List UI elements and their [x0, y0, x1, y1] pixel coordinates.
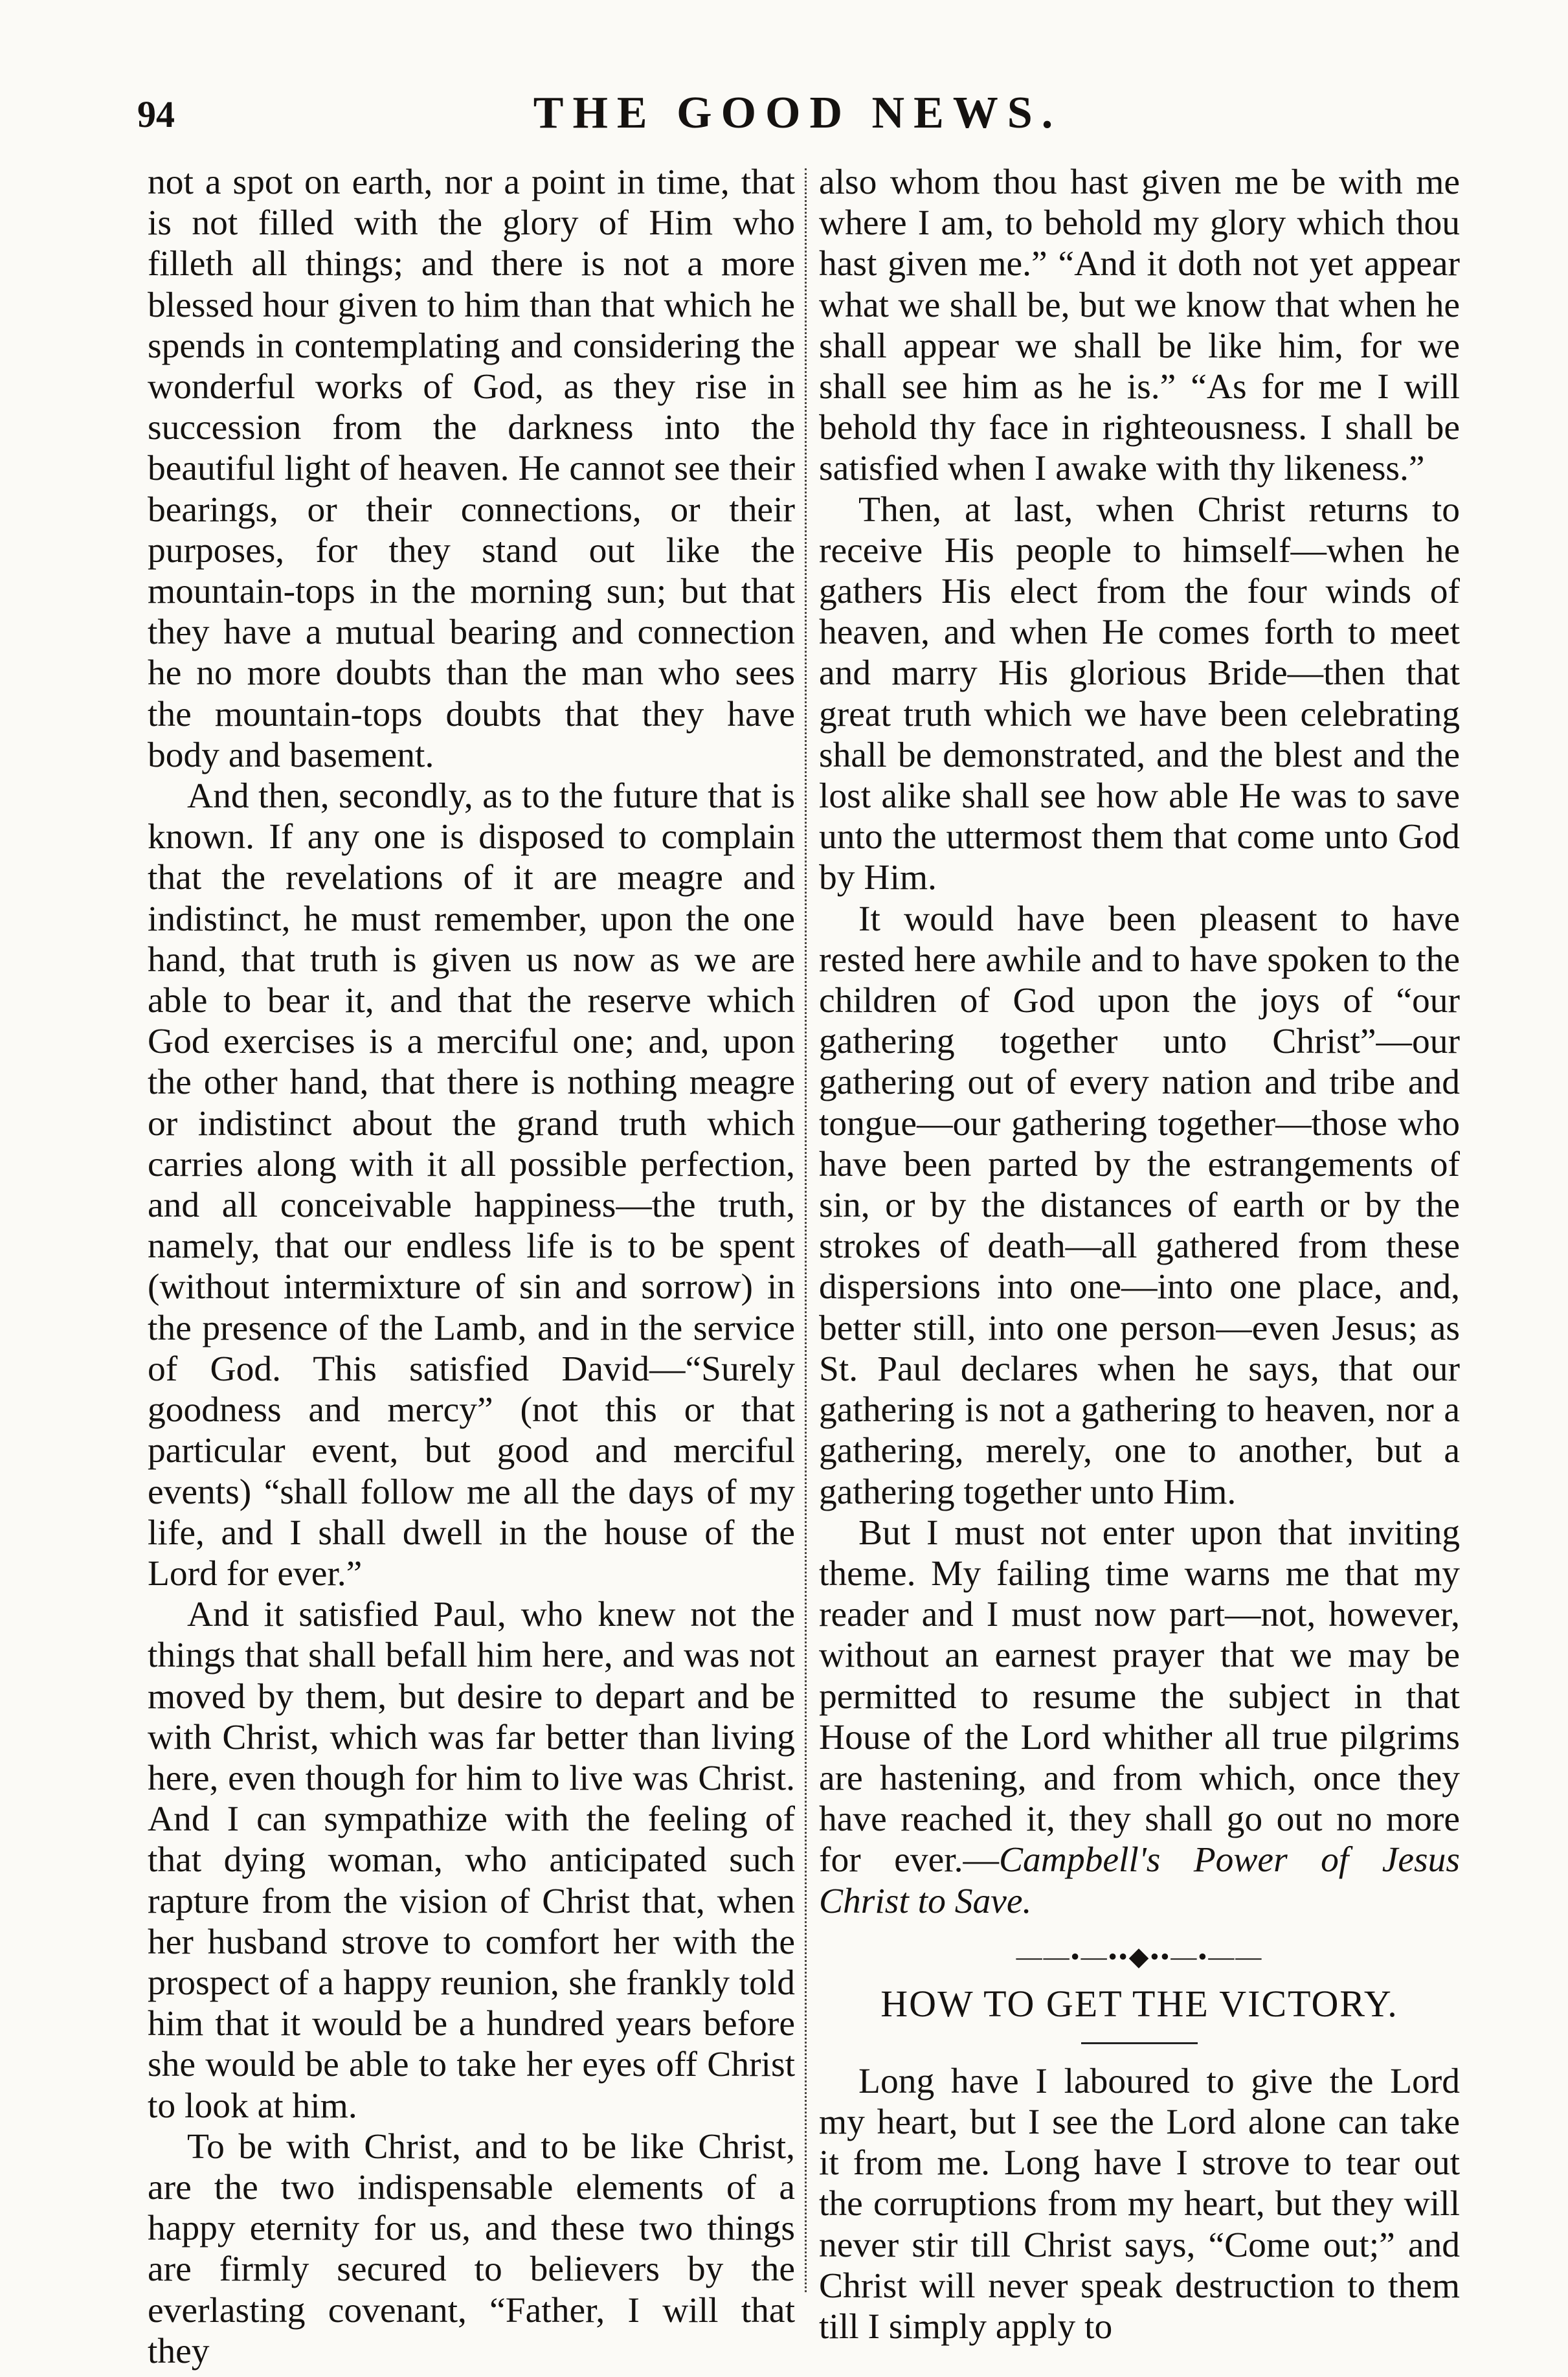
left-column [148, 162, 795, 2371]
body-paragraph: And it satisfied Paul, who knew not the things that shall befall him here, and was not moved by them, but desire to depart and be with Christ, which was far better than living here, even though for him to live was Christ. And I can sympathize with the feeling of that dying woman, who anticipated such rapture from the vision of Christ that, when her husband strove to comfort her with the prospect of a happy reunion, she frankly told him that it would be a hundred years before she would be able to take her eyes off Christ to look at him. [148, 1595, 795, 2126]
closing-text: But I must not enter upon that inviting theme. My failing time warns me that my reader and I must now part—not, however, without an earnest prayer that we may be permitted to resume the subject in that House of the Lord whither all true pilgrims are hastening, and from which, once they have reached it, they shall go out no more for ever.— [819, 1513, 1460, 1880]
right-column [819, 162, 1460, 2347]
section-ornament: ——•—••◆••—•—— [1016, 1941, 1263, 1971]
closing-paragraph [819, 1513, 1460, 1922]
body-paragraph: not a spot on earth, nor a point in time, that is not filled with the glory of Him who filleth all things; and there is not a more blessed hour given to him than that which he spends in contemplating and considering the wonderful works of God, as they rise in succession from the darkness into the beautiful light of heaven. He cannot see their bearings, or their connections, or their purposes, for they stand out like the mountain-tops in the morning sun; but that they have a mutual bearing and connection he no more doubts than the man who sees the mountain-tops doubts that they have body and basement. [148, 163, 795, 775]
body-paragraph: also whom thou hast given me be with me where I am, to behold my glory which thou hast given me.” “And it doth not yet appear what we shall be, but we know that when he shall appear we shall be like him, for we shall see him as he is.” “As for me I will behold thy face in righteousness. I shall be satisfied when I awake with thy likeness.” [819, 163, 1460, 489]
body-paragraph: Then, at last, when Christ returns to receive His people to himself—when he gathers His elect from the four winds of heaven, and when He comes forth to meet and marry His glorious Bride—then that great truth which we have been celebrating shall be demonstrated, and the blest and the lost alike shall see how able He was to save unto the uttermost them that come unto God by Him. [819, 490, 1460, 898]
body-paragraph: And then, secondly, as to the future that is known. If any one is disposed to complain that the revelations of it are meagre and indistinct, he must remember, upon the one hand, that truth is given us now as we are able to bear it, and that the reserve which God exercises is a merciful one; and, upon the other hand, that there is nothing meagre or indistinct about the grand truth which carries along with it all possible perfection, and all conceivable happiness—the truth, namely, that our endless life is to be spent (without intermixture of sin and sorrow) in the presence of the Lamb, and in the service of God. This satisfied David—“Surely goodness and mercy” (not this or that particular event, but good and merciful events) “shall follow me all the days of my life, and I shall dwell in the house of the Lord for ever.” [148, 776, 795, 1594]
article-attribution: Campbell's Power of Jesus Christ to Save. [819, 1840, 1460, 1921]
heading-rule [1081, 2042, 1198, 2044]
section-heading: HOW TO GET THE VICTORY. [880, 1982, 1398, 2025]
masthead-title: THE GOOD NEWS. [533, 88, 1062, 138]
column-divider [805, 168, 807, 2292]
body-paragraph: It would have been pleasent to have rested here awhile and to have spoken to the children of God upon the joys of “our gathering together unto Christ”—our gathering out of every nation and tribe and tongue—our gathering together—those who have been parted by the estrangements of sin, or by the distances of earth or by the strokes of death—all gathered from these dispersions into one—into one place, and, better still, into one person—even Jesus; as St. Paul declares when he says, that our gathering is not a gathering to heaven, nor a gathering, merely, one to another, but a gathering together unto Him. [819, 899, 1460, 1512]
body-paragraph: Long have I laboured to give the Lord my heart, but I see the Lord alone can take it from me. Long have I strove to tear out the corruptions from my heart, but they will never stir till Christ says, “Come out;” and Christ will never speak destruction to them till I simply apply to [819, 2061, 1460, 2347]
page-header [137, 81, 1458, 146]
body-paragraph: To be with Christ, and to be like Christ, are the two indispensable elements of a happy eternity for us, and these two things are firmly secured to believers by the everlasting covenant, “Father, I will that they [148, 2126, 795, 2371]
page-number: 94 [137, 93, 175, 135]
